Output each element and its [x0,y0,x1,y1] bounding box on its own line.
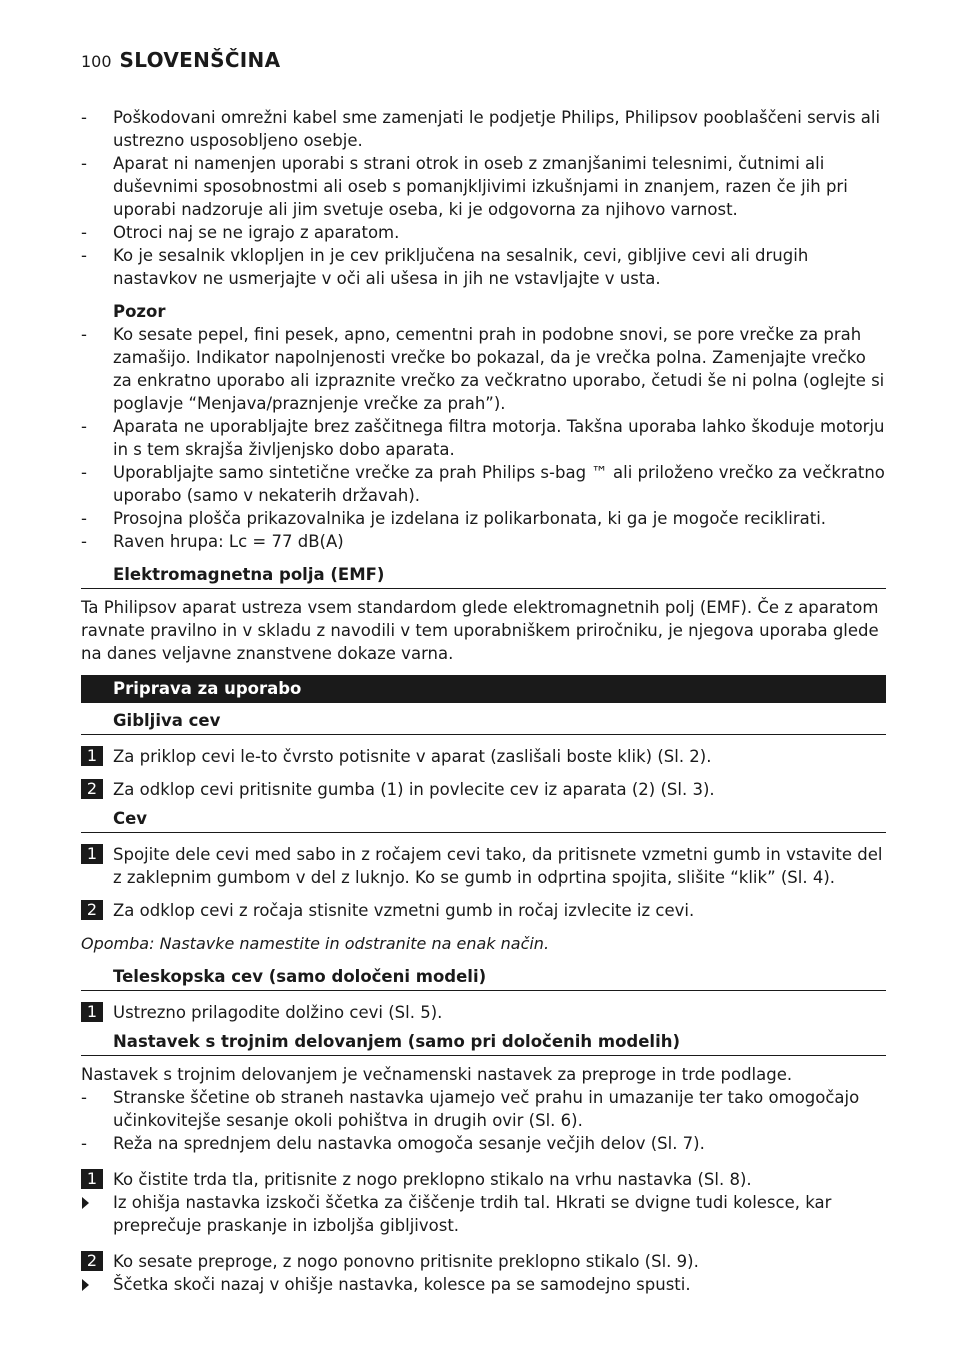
tube-heading: Cev [81,807,886,833]
warning-item: - Ko je sesalnik vklopljen in je cev priključena na sesalnik, cevi, gibljive cevi ali drugih nastavkov ne usmerjajte v oči ali ušesa in jih ne vstavljajte v usta. [81,244,886,290]
step-text: Za priklop cevi le-to čvrsto potisnite v aparat (zaslišali boste klik) (Sl. 2). [113,747,712,766]
caution-item: - Prosojna plošča prikazovalnika je izdelana iz polikarbonata, ki ga je mogoče reciklirati. [81,507,886,530]
caution-item: - Ko sesate pepel, fini pesek, apno, cementni prah in podobne snovi, se pore vrečke za prah zamašijo. Indikator napolnjenosti vrečke bo pokazal, da je vrečka polna. Zamenjajte vrečko za enkratno uporabo ali izpraznite vrečko za večkratno uporabo, četudi še ni polna (oglejte si poglavje “Menjava/praznjenje vrečke za prah”). [81,323,886,415]
step-text: Ko čistite trda tla, pritisnite z nogo preklopno stikalo na vrhu nastavka (Sl. 8). [113,1170,752,1189]
result-arrow-icon [82,1279,89,1291]
step-text: Ko sesate preproge, z nogo ponovno pritisnite preklopno stikalo (Sl. 9). [113,1252,699,1271]
caution-heading: Pozor [113,302,166,321]
step-number: 1 [81,1169,103,1189]
result-item [81,1273,886,1296]
step-text: Spojite dele cevi med sabo in z ročajem cevi tako, da pritisnete vzmetni gumb in vstavite del z zaklepnim gumbom v del z luknjo. Ko se gumb in odprtina spojita, slišite “klik” (Sl. 4). [113,845,883,887]
step-number: 2 [81,779,103,799]
triple-item: - Stranske ščetine ob straneh nastavka ujamejo več prahu in umazanije ter tako omogočajo učinkovitejše sesanje okoli pohištva in drugih ovir (Sl. 6). [81,1086,886,1132]
result-text: Ščetka skoči nazaj v ohišje nastavka, kolesce pa se samodejno spusti. [113,1275,691,1294]
telescopic-heading: Teleskopska cev (samo določeni modeli) [81,965,886,991]
hose-heading: Gibljiva cev [81,709,886,735]
warning-item: - Otroci naj se ne igrajo z aparatom. [81,221,886,244]
step-item [81,1168,886,1191]
step-number: 1 [81,1002,103,1022]
step-item [81,843,886,889]
step-item [81,899,886,922]
step-item [81,745,886,768]
step-number: 2 [81,1251,103,1271]
step-text: Ustrezno prilagodite dolžino cevi (Sl. 5). [113,1003,443,1022]
caution-item: - Uporabljajte samo sintetične vrečke za prah Philips s-bag ™ ali priloženo vrečko za večkratno uporabo (samo v nekaterih državah). [81,461,886,507]
language-title: SLOVENŠČINA [119,48,281,72]
page-number: 100 [81,52,112,71]
warning-item: - Poškodovani omrežni kabel sme zamenjati le podjetje Philips, Philipsov pooblaščeni servis ali ustrezno usposobljeno osebje. [81,106,886,152]
step-text: Za odklop cevi z ročaja stisnite vzmetni gumb in ročaj izvlecite iz cevi. [113,901,695,920]
triple-intro: Nastavek s trojnim delovanjem je večnamenski nastavek za preproge in trde podlage. [81,1065,793,1084]
triple-heading: Nastavek s trojnim delovanjem (samo pri določenih modelih) [81,1030,886,1056]
step-number: 1 [81,844,103,864]
page-header [81,48,280,72]
result-text: Iz ohišja nastavka izskoči ščetka za čiščenje trdih tal. Hkrati se dvigne tudi kolesce, kar preprečuje praskanje in izboljša gibljivost. [113,1193,832,1235]
emf-heading: Elektromagnetna polja (EMF) [81,563,886,589]
page-content [81,106,886,1296]
step-item [81,1250,886,1273]
step-text: Za odklop cevi pritisnite gumba (1) in povlecite cev iz aparata (2) (Sl. 3). [113,780,715,799]
caution-item: - Aparata ne uporabljajte brez zaščitnega filtra motorja. Takšna uporaba lahko škoduje motorju in s tem skrajša življenjsko dobo aparata. [81,415,886,461]
warning-item: - Aparat ni namenjen uporabi s strani otrok in oseb z zmanjšanimi telesnimi, čutnimi ali duševnimi sposobnostmi ali oseb s pomanjkljivimi izkušnjami in znanjem, razen če jih pri uporabi nadzoruje ali jim svetuje oseba, ki je odgovorna za njihovo varnost. [81,152,886,221]
step-item [81,778,886,801]
result-item [81,1191,886,1237]
step-number: 1 [81,746,103,766]
result-arrow-icon [82,1197,89,1209]
caution-item: - Raven hrupa: Lc = 77 dB(A) [81,530,886,553]
triple-item: - Reža na sprednjem delu nastavka omogoča sesanje večjih delov (Sl. 7). [81,1132,886,1155]
note-text: Opomba: Nastavke namestite in odstranite na enak način. [81,934,550,953]
step-item [81,1001,886,1024]
step-number: 2 [81,900,103,920]
prep-heading-bar: Priprava za uporabo [81,675,886,703]
emf-paragraph: Ta Philipsov aparat ustreza vsem standardom glede elektromagnetnih polj (EMF). Če z aparatom ravnate pravilno in v skladu z navodili v tem uporabniškem priročniku, je njegova uporaba glede na danes veljavne znanstvene dokaze varna. [81,598,879,663]
